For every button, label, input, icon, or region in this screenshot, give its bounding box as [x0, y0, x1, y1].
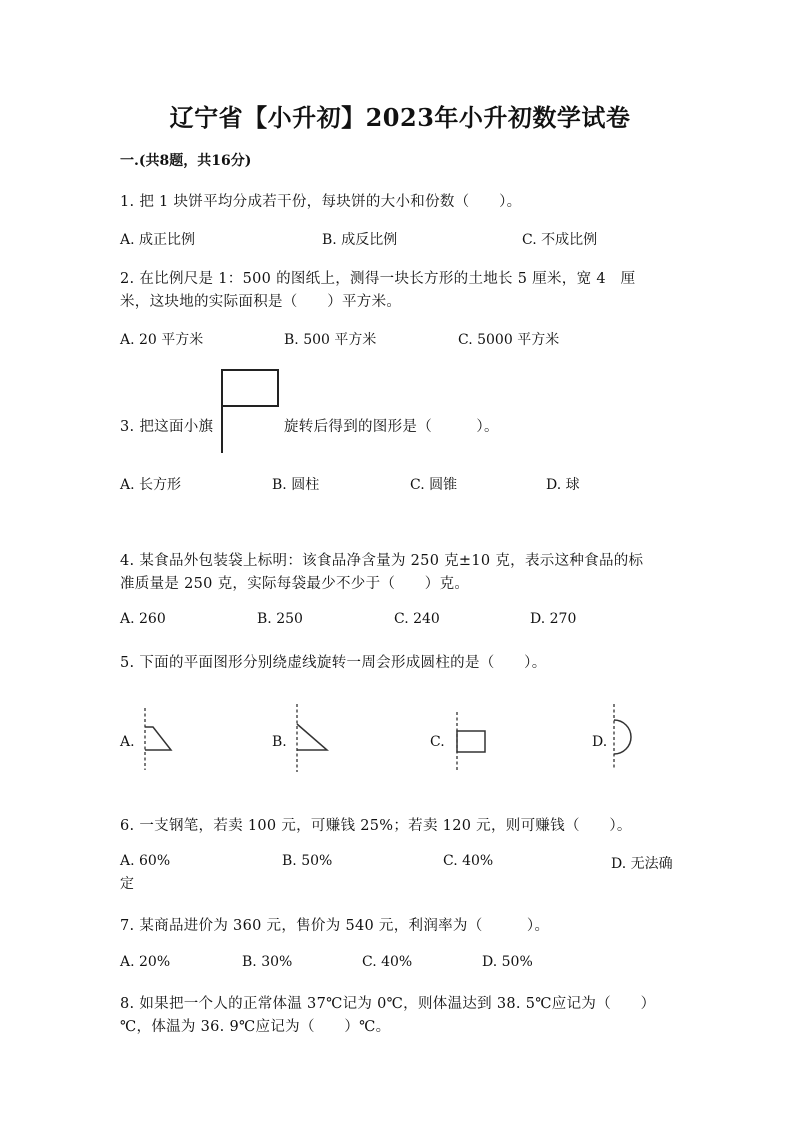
small-flag-figure	[218, 368, 282, 454]
question-3-text-part1: 3. 把这面小旗	[120, 419, 214, 435]
question-3-option-c: C. 圆锥	[410, 477, 458, 493]
question-5-option-a: A.	[120, 734, 135, 750]
question-2-text-line2: 米，这块地的实际面积是（ ）平方米。	[120, 294, 402, 310]
question-3-option-b: B. 圆柱	[272, 477, 320, 493]
question-7-text: 7. 某商品进价为 360 元，售价为 540 元，利润率为（ ）。	[120, 918, 550, 934]
question-1-option-c: C. 不成比例	[522, 232, 598, 248]
question-5-text: 5. 下面的平面图形分别绕虚线旋转一周会形成圆柱的是（ ）。	[120, 655, 547, 671]
question-3-text-part2: 旋转后得到的图形是（ ）。	[284, 419, 499, 435]
question-6-option-a: A. 60%	[120, 853, 171, 869]
question-5-option-d: D.	[592, 734, 608, 750]
question-7-option-a: A. 20%	[120, 954, 171, 970]
page-title: 辽宁省【小升初】2023年小升初数学试卷	[169, 103, 631, 132]
section-heading: 一.(共8题，共16分)	[120, 153, 252, 169]
rectangle-figure	[452, 712, 490, 770]
question-7-option-b: B. 30%	[242, 954, 293, 970]
question-6-option-d: D. 无法确	[611, 856, 673, 872]
triangle-figure	[292, 704, 332, 772]
question-5-option-b: B.	[272, 734, 287, 750]
question-7-option-d: D. 50%	[482, 954, 533, 970]
question-8-text-line2: ℃，体温为 36. 9℃应记为（ ）℃。	[120, 1019, 391, 1035]
question-6-option-d-wrap: 定	[120, 876, 134, 892]
question-2-option-c: C. 5000 平方米	[458, 332, 560, 348]
question-4-option-a: A. 260	[120, 611, 166, 627]
question-1-option-a: A. 成正比例	[120, 232, 196, 248]
trapezoid-figure	[140, 708, 176, 770]
semicircle-figure	[608, 704, 638, 770]
question-2-option-b: B. 500 平方米	[284, 332, 377, 348]
question-1-option-b: B. 成反比例	[322, 232, 398, 248]
question-4-option-b: B. 250	[257, 611, 303, 627]
question-3-option-a: A. 长方形	[120, 477, 182, 493]
question-7-option-c: C. 40%	[362, 954, 413, 970]
question-4-option-d: D. 270	[530, 611, 577, 627]
question-4-text-line1: 4. 某食品外包装袋上标明：该食品净含量为 250 克±10 克，表示这种食品的标	[120, 553, 644, 569]
question-6-option-c: C. 40%	[443, 853, 494, 869]
question-2-option-a: A. 20 平方米	[120, 332, 204, 348]
question-4-text-line2: 准质量是 250 克，实际每袋最少不少于（ ）克。	[120, 576, 470, 592]
question-1-text: 1. 把 1 块饼平均分成若干份，每块饼的大小和份数（ ）。	[120, 194, 522, 210]
question-4-option-c: C. 240	[394, 611, 440, 627]
question-6-text: 6. 一支钢笔，若卖 100 元，可赚钱 25%；若卖 120 元，则可赚钱（ ）。	[120, 818, 632, 834]
question-6-option-b: B. 50%	[282, 853, 333, 869]
question-2-text-line1: 2. 在比例尺是 1：500 的图纸上，测得一块长方形的土地长 5 厘米，宽 4 厘	[120, 271, 636, 287]
question-3-option-d: D. 球	[546, 477, 580, 493]
question-8-text-line1: 8. 如果把一个人的正常体温 37℃记为 0℃，则体温达到 38. 5℃应记为（ ）	[120, 996, 656, 1012]
question-5-option-c: C.	[430, 734, 445, 750]
